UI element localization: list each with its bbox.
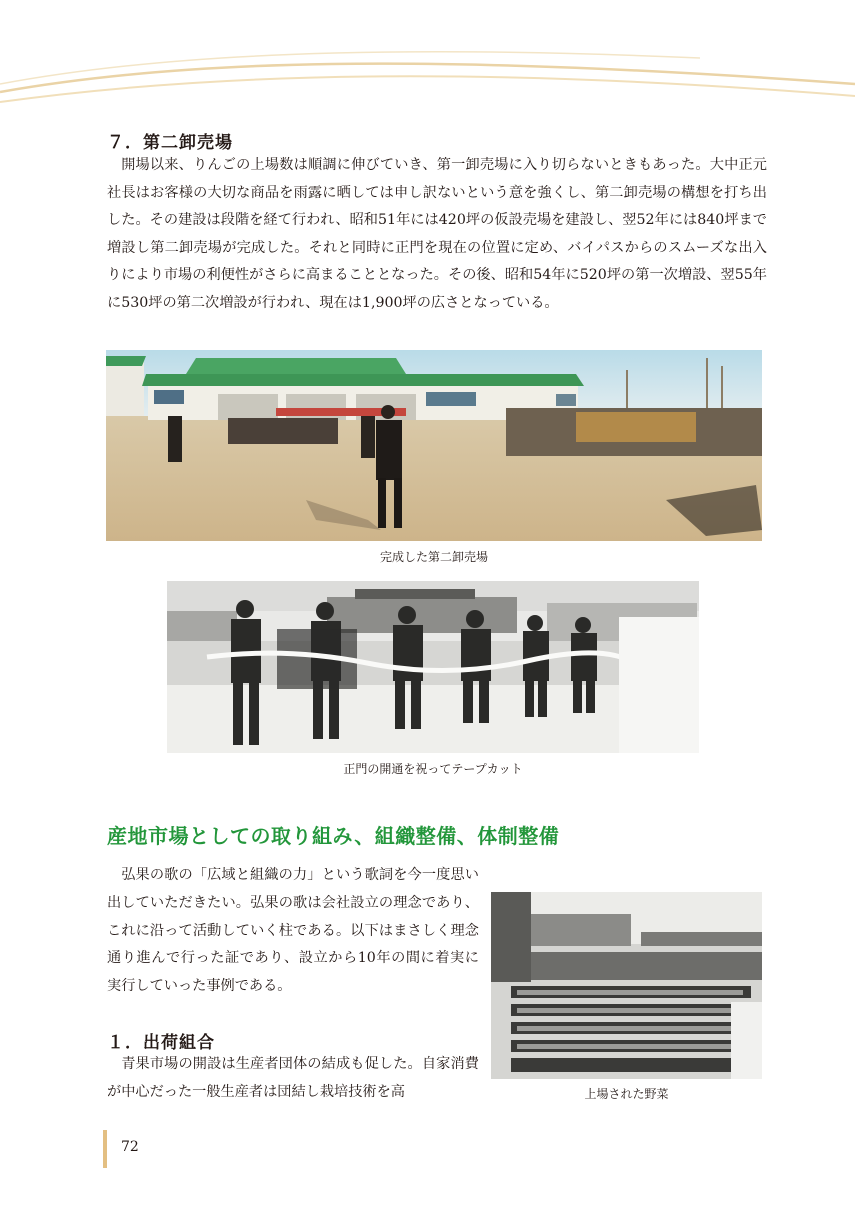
market-photo-caption: 完成した第二卸売場 xyxy=(379,550,488,564)
page-number-bar xyxy=(103,1130,107,1168)
ribbon-cutting-photo xyxy=(167,581,699,753)
vegetables-photo-caption: 上場された野菜 xyxy=(584,1087,669,1101)
section-heading-7: ７．第二卸売場 xyxy=(107,133,233,153)
section-heading-1: １．出荷組合 xyxy=(107,1033,215,1053)
section-7-paragraph: 開場以来、りんごの上場数は順調に伸びていき、第一卸売場に入り切らないときもあった。大中正元社長はお客様の大切な商品を雨露に晒しては申し訳ないという意を強くし、第二卸売場の構想を打ち出した。その建設は段階を経て行われ、昭和51年には420坪の仮設売場を建設し、翌52年には840坪まで増設し第二卸売場が完成した。それと同時に正門を現在の位置に定め、バイパスからのスムーズな出入りにより市場の利便性がさらに高まることとなった。その後、昭和54年に520坪の第一次増設、翌55年に530坪の第二次増設が行われ、現在は1,900坪の広さとなっている。 xyxy=(107,157,767,311)
page-number: 72 xyxy=(121,1139,139,1155)
section-1-paragraph: 青果市場の開設は生産者団体の結成も促した。自家消費が中心だった一般生産者は団結し栽培技術を高 xyxy=(107,1056,479,1100)
market-photo xyxy=(106,350,762,541)
section-intro-paragraph: 弘果の歌の「広域と組織の力」という歌詞を今一度思い出していただきたい。弘果の歌は会社設立の理念であり、これに沿って活動していく柱である。以下はまさしく理念通り進んで行った証であり、設立から10年の間に着実に実行していった事例である。 xyxy=(107,867,479,995)
ribbon-cutting-caption: 正門の開通を祝ってテープカット xyxy=(343,762,523,776)
header-decoration xyxy=(0,0,855,120)
section-title: 産地市場としての取り組み、組織整備、体制整備 xyxy=(107,824,560,848)
vegetables-photo xyxy=(491,892,762,1079)
